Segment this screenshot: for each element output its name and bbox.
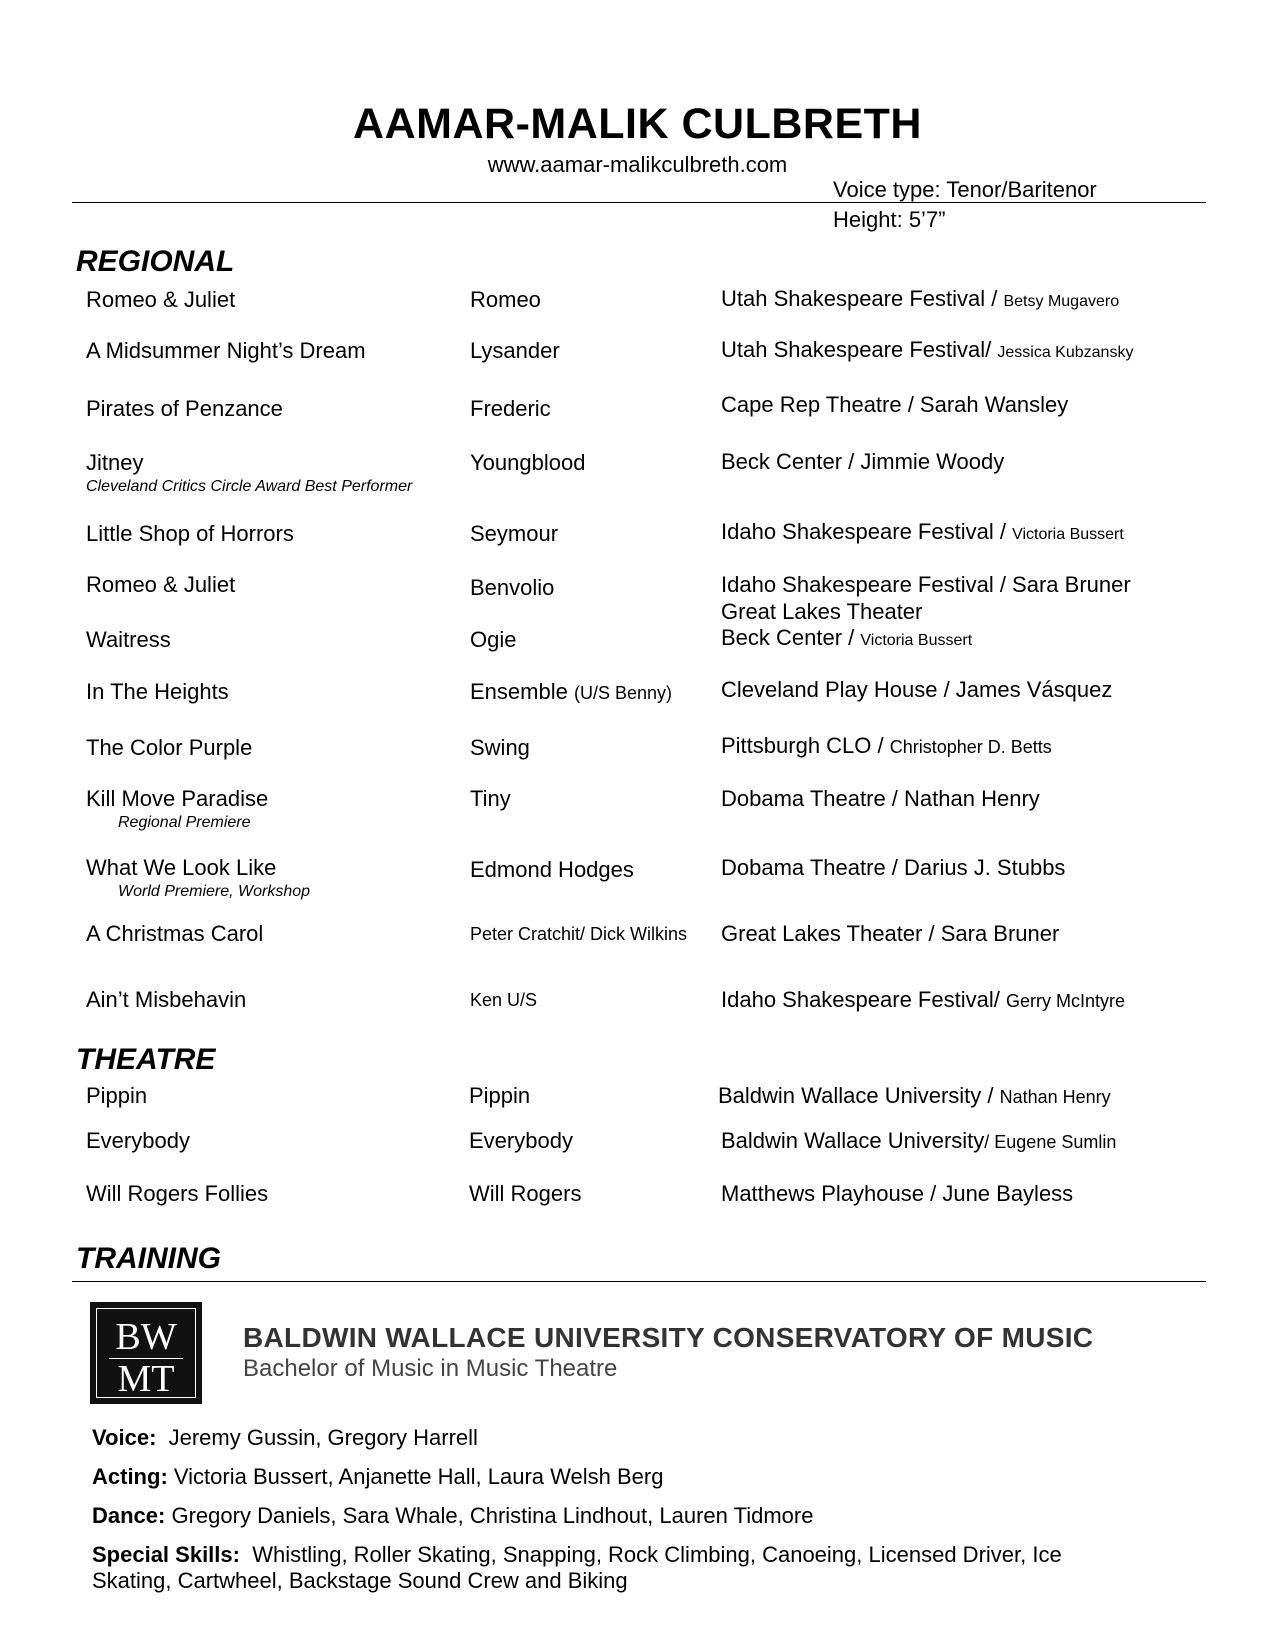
degree-name: Bachelor of Music in Music Theatre bbox=[243, 1355, 618, 1382]
director-text: Jessica Kubzansky bbox=[997, 344, 1134, 361]
credit-venue: Dobama Theatre / Nathan Henry bbox=[721, 786, 1040, 811]
director-text: / Eugene Sumlin bbox=[984, 1132, 1117, 1152]
credit-show: Kill Move Paradise bbox=[86, 786, 269, 811]
venue-text: Baldwin Wallace University / bbox=[718, 1083, 1000, 1108]
credit-note: Cleveland Critics Circle Award Best Performer bbox=[86, 478, 413, 495]
training-divider bbox=[72, 1281, 1206, 1282]
credit-show: The Color Purple bbox=[86, 735, 253, 760]
venue-text: Pittsburgh CLO / bbox=[721, 733, 890, 758]
venue-text: Beck Center / bbox=[721, 625, 861, 650]
credit-show: Romeo & Juliet bbox=[86, 287, 236, 312]
credit-venue: Dobama Theatre / Darius J. Stubbs bbox=[721, 855, 1066, 880]
voice-type: Voice type: Tenor/Baritenor bbox=[833, 177, 1097, 202]
logo-text-bottom: MT bbox=[117, 1358, 175, 1400]
role-text: Ensemble bbox=[470, 679, 574, 704]
credit-show: Little Shop of Horrors bbox=[86, 521, 294, 546]
credit-venue: Beck Center / Jimmie Woody bbox=[721, 449, 1005, 474]
credit-show: Jitney bbox=[86, 450, 144, 475]
credit-note: World Premiere, Workshop bbox=[118, 883, 311, 900]
director-text: Nathan Henry bbox=[999, 1087, 1111, 1107]
credit-show: Everybody bbox=[86, 1128, 190, 1153]
credit-show: Pippin bbox=[86, 1083, 148, 1108]
credit-venue: Matthews Playhouse / June Bayless bbox=[721, 1181, 1074, 1206]
credit-venue bbox=[721, 286, 1119, 314]
training-voice-label: Voice: bbox=[92, 1425, 157, 1450]
special-skills bbox=[92, 1542, 1132, 1594]
credit-role: Everybody bbox=[469, 1128, 573, 1153]
theatre-heading: THEATRE bbox=[76, 1043, 216, 1076]
credit-note: Regional Premiere bbox=[118, 814, 251, 831]
height: Height: 5’7” bbox=[833, 207, 946, 232]
credit-venue: Cape Rep Theatre / Sarah Wansley bbox=[721, 392, 1069, 417]
credit-show: Romeo & Juliet bbox=[86, 572, 236, 597]
bwmt-logo bbox=[90, 1302, 202, 1404]
venue-text: Idaho Shakespeare Festival/ bbox=[721, 987, 1006, 1012]
school-name: BALDWIN WALLACE UNIVERSITY CONSERVATORY OF MUSIC bbox=[243, 1322, 1094, 1353]
credit-venue bbox=[718, 1083, 1111, 1110]
credit-venue bbox=[721, 625, 972, 653]
credit-role: Benvolio bbox=[470, 575, 555, 600]
credit-venue: Idaho Shakespeare Festival / Sara Bruner bbox=[721, 572, 1131, 597]
training-acting bbox=[92, 1464, 663, 1490]
director-text: Gerry McIntyre bbox=[1005, 991, 1125, 1011]
venue-text: Utah Shakespeare Festival / bbox=[721, 286, 1004, 311]
credit-show: A Christmas Carol bbox=[86, 921, 264, 946]
training-acting-teachers: Victoria Bussert, Anjanette Hall, Laura Welsh Berg bbox=[173, 1464, 664, 1489]
website-link[interactable]: www.aamar-malikculbreth.com bbox=[487, 152, 788, 177]
credit-role: Frederic bbox=[470, 396, 551, 421]
training-acting-label: Acting: bbox=[92, 1464, 168, 1489]
credit-show: Waitress bbox=[86, 627, 171, 652]
credit-role: Will Rogers bbox=[469, 1181, 582, 1206]
credit-show: Pirates of Penzance bbox=[86, 396, 283, 421]
director-text: Victoria Bussert bbox=[860, 632, 973, 649]
credit-show: A Midsummer Night’s Dream bbox=[86, 338, 366, 363]
resume-name: AAMAR-MALIK CULBRETH bbox=[353, 100, 922, 148]
credit-show: What We Look Like bbox=[86, 855, 277, 880]
credit-show: Ain’t Misbehavin bbox=[86, 987, 247, 1012]
training-dance-label: Dance: bbox=[92, 1503, 166, 1528]
director-text: Betsy Mugavero bbox=[1003, 293, 1120, 310]
credit-role: Swing bbox=[470, 735, 530, 760]
credit-role: Seymour bbox=[470, 521, 559, 546]
credit-show: Will Rogers Follies bbox=[86, 1181, 269, 1206]
credit-role: Edmond Hodges bbox=[470, 857, 634, 882]
credit-role: Peter Cratchit/ Dick Wilkins bbox=[470, 924, 688, 944]
credit-venue bbox=[721, 987, 1125, 1014]
credit-role: Pippin bbox=[469, 1083, 531, 1108]
director-text: Christopher D. Betts bbox=[889, 737, 1052, 757]
role-note: (U/S Benny) bbox=[573, 683, 672, 703]
logo-text-top: BW bbox=[115, 1316, 177, 1358]
credit-role: Ogie bbox=[470, 627, 517, 652]
logo-frame bbox=[96, 1308, 196, 1398]
director-text: Victoria Bussert bbox=[1012, 526, 1124, 543]
credit-role bbox=[470, 679, 672, 706]
credit-venue: Great Lakes Theater / Sara Bruner bbox=[721, 921, 1060, 946]
training-dance-teachers: Gregory Daniels, Sara Whale, Christina Lindhout, Lauren Tidmore bbox=[171, 1503, 814, 1528]
training-heading: TRAINING bbox=[76, 1242, 221, 1275]
training-dance bbox=[92, 1503, 813, 1529]
venue-text: Idaho Shakespeare Festival / bbox=[721, 519, 1013, 544]
credit-venue-secondary: Great Lakes Theater bbox=[721, 599, 923, 624]
credit-show: In The Heights bbox=[86, 679, 229, 704]
credit-venue bbox=[721, 1128, 1116, 1155]
credit-role: Ken U/S bbox=[470, 990, 538, 1010]
special-skills-label: Special Skills: bbox=[92, 1542, 240, 1567]
credit-role: Youngblood bbox=[470, 450, 586, 475]
venue-text: Utah Shakespeare Festival/ bbox=[721, 337, 998, 362]
regional-heading: REGIONAL bbox=[76, 245, 235, 278]
training-voice-teachers: Jeremy Gussin, Gregory Harrell bbox=[168, 1425, 478, 1450]
credit-role: Tiny bbox=[470, 786, 511, 811]
venue-text: Baldwin Wallace University bbox=[721, 1128, 985, 1153]
credit-venue bbox=[721, 519, 1124, 547]
training-voice bbox=[92, 1425, 478, 1451]
credit-role: Romeo bbox=[470, 287, 541, 312]
credit-venue bbox=[721, 733, 1052, 760]
credit-venue bbox=[721, 337, 1133, 365]
header-divider bbox=[72, 202, 1206, 203]
credit-venue: Cleveland Play House / James Vásquez bbox=[721, 677, 1113, 702]
special-skills-list: Whistling, Roller Skating, Snapping, Rock Climbing, Canoeing, Licensed Driver, Ice Skating, Cartwheel, Backstage Sound Crew and Biking bbox=[92, 1542, 1062, 1593]
credit-role: Lysander bbox=[470, 338, 560, 363]
